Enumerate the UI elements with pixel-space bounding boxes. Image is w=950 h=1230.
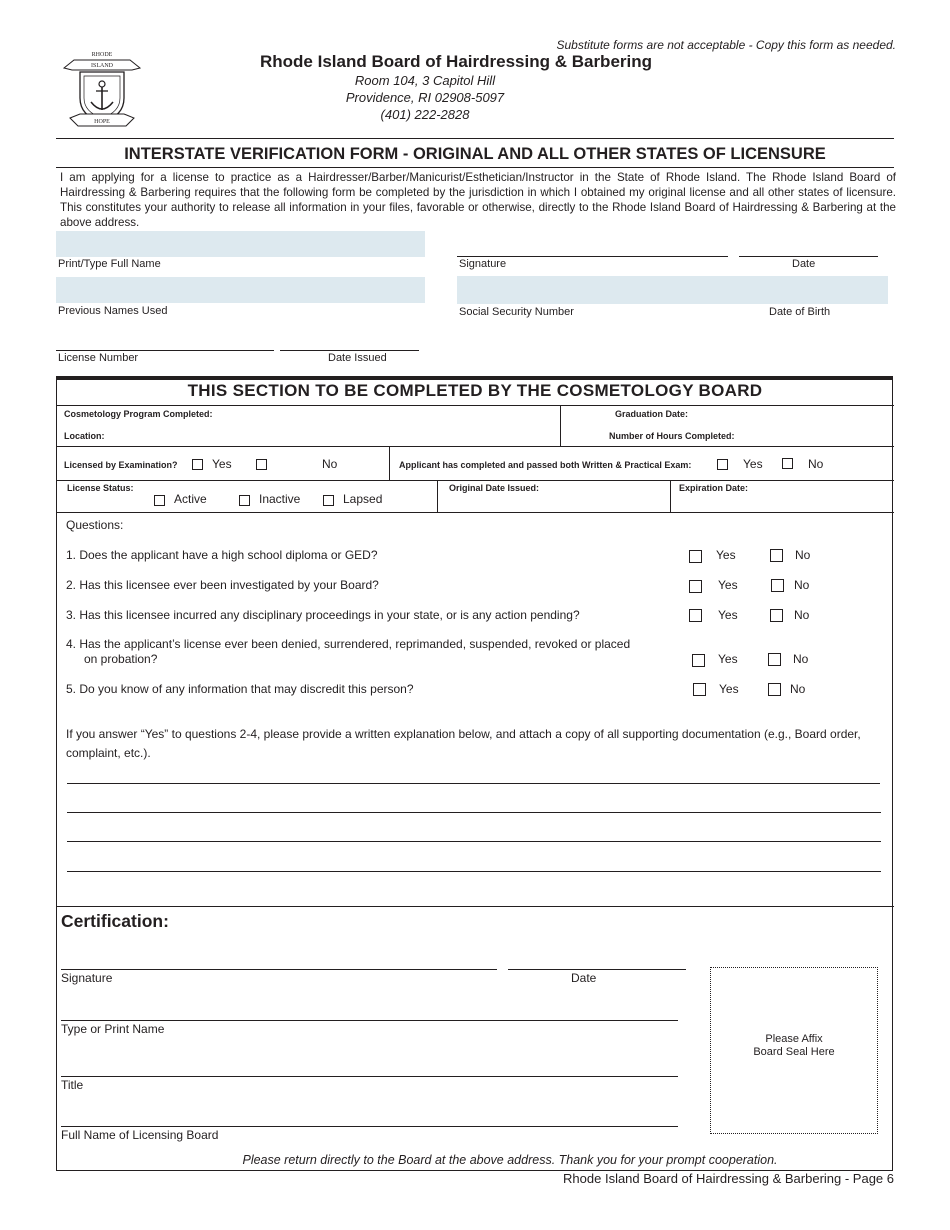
q3-yes-checkbox[interactable] <box>689 609 702 622</box>
ssn-dob-field[interactable] <box>457 276 888 304</box>
q3-no-checkbox[interactable] <box>770 609 783 622</box>
certification-heading: Certification: <box>61 911 169 931</box>
status-divider-2 <box>670 480 671 512</box>
q3-yes-label: Yes <box>718 608 738 622</box>
status-divider-1 <box>437 480 438 512</box>
print-name-line[interactable] <box>61 1020 678 1021</box>
date-line[interactable] <box>739 256 878 257</box>
phone-number: (401) 222-2828 <box>380 107 470 122</box>
q2-no-label: No <box>794 578 810 592</box>
status-lapsed-label: Lapsed <box>343 492 383 506</box>
passed-yes-checkbox[interactable] <box>717 459 728 470</box>
location-label: Location: <box>64 431 105 441</box>
license-status-label: License Status: <box>67 483 134 493</box>
cert-signature-line[interactable] <box>61 969 497 970</box>
board-name: Rhode Island Board of Hairdressing & Barbering <box>260 52 653 71</box>
explanation-instructions-1: If you answer “Yes” to questions 2-4, please provide a written explanation below, and attach a copy of all supporting documentation (e.g., Board order, <box>66 727 861 741</box>
licensed-exam-label: Licensed by Examination? <box>64 460 178 470</box>
cert-date-label: Date <box>571 971 597 985</box>
question-3: 3. Has this licensee incurred any disciplinary proceedings in your state, or is any action pending? <box>66 608 580 622</box>
hours-label: Number of Hours Completed: <box>609 431 735 441</box>
certification-divider <box>56 906 894 907</box>
exam-row-divider <box>389 446 390 480</box>
q1-no-label: No <box>795 548 811 562</box>
explanation-instructions-2: complaint, etc.). <box>66 746 151 760</box>
seal-instruction-1: Please Affix <box>765 1033 823 1045</box>
address-line1: Room 104, 3 Capitol Hill <box>354 73 496 88</box>
question-4-line1: 4. Has the applicant’s license ever been denied, surrendered, reprimanded, suspended, revoked or placed <box>66 637 631 651</box>
cert-signature-label: Signature <box>61 971 113 985</box>
question-2: 2. Has this licensee ever been investigated by your Board? <box>66 578 379 592</box>
explanation-line-4[interactable] <box>67 871 881 872</box>
board-section-title: THIS SECTION TO BE COMPLETED BY THE COSMETOLOGY BOARD <box>187 381 763 400</box>
explanation-line-3[interactable] <box>67 841 881 842</box>
signature-label: Signature <box>459 258 507 270</box>
board-title-divider <box>56 405 894 406</box>
cert-date-line[interactable] <box>508 969 686 970</box>
questions-heading: Questions: <box>66 518 124 532</box>
program-row-divider <box>56 446 894 447</box>
status-lapsed-checkbox[interactable] <box>323 495 334 506</box>
exam-no-checkbox[interactable] <box>256 459 267 470</box>
board-name-line[interactable] <box>61 1126 678 1127</box>
status-row-bottom <box>56 512 894 513</box>
passed-no-label: No <box>808 457 824 471</box>
q2-no-checkbox[interactable] <box>771 579 784 592</box>
date-label: Date <box>792 258 816 270</box>
status-active-label: Active <box>174 492 207 506</box>
board-name-label: Full Name of Licensing Board <box>61 1128 219 1142</box>
exam-yes-checkbox[interactable] <box>192 459 203 470</box>
form-title: INTERSTATE VERIFICATION FORM - ORIGINAL AND ALL OTHER STATES OF LICENSURE <box>124 145 826 163</box>
passed-no-checkbox[interactable] <box>782 458 793 469</box>
full-name-field[interactable] <box>56 231 425 257</box>
status-inactive-label: Inactive <box>259 492 301 506</box>
exam-no-label: No <box>322 457 338 471</box>
q5-yes-label: Yes <box>719 682 739 696</box>
date-issued-line[interactable] <box>280 350 419 351</box>
title-divider <box>56 167 894 168</box>
q5-yes-checkbox[interactable] <box>693 683 706 696</box>
exam-yes-label: Yes <box>212 457 232 471</box>
passed-yes-label: Yes <box>743 457 763 471</box>
header-divider <box>56 138 894 139</box>
substitute-notice: Substitute forms are not acceptable - Copy this form as needed. <box>556 38 896 52</box>
q4-yes-label: Yes <box>718 652 738 666</box>
explanation-line-2[interactable] <box>67 812 881 813</box>
q1-yes-label: Yes <box>716 548 736 562</box>
q2-yes-label: Yes <box>718 578 738 592</box>
graduation-label: Graduation Date: <box>615 409 689 419</box>
dob-label: Date of Birth <box>769 306 831 318</box>
full-name-label: Print/Type Full Name <box>58 258 161 270</box>
q1-yes-checkbox[interactable] <box>689 550 702 563</box>
title-line[interactable] <box>61 1076 678 1077</box>
question-5: 5. Do you know of any information that may discredit this person? <box>66 682 414 696</box>
title-label: Title <box>61 1078 84 1092</box>
seal-crest-text: RHODE <box>91 52 113 58</box>
expiration-label: Expiration Date: <box>679 483 749 493</box>
signature-line[interactable] <box>457 256 728 257</box>
program-divider <box>560 405 561 446</box>
q4-no-label: No <box>793 652 809 666</box>
q3-no-label: No <box>794 608 810 622</box>
license-number-line[interactable] <box>56 350 274 351</box>
q4-no-checkbox[interactable] <box>768 653 781 666</box>
status-inactive-checkbox[interactable] <box>239 495 250 506</box>
ssn-label: Social Security Number <box>459 306 574 318</box>
exam-row-bottom <box>56 480 894 481</box>
anchor-seal-icon <box>60 46 144 132</box>
page-footer: Rhode Island Board of Hairdressing & Barbering - Page 6 <box>563 1171 894 1186</box>
q1-no-checkbox[interactable] <box>770 549 783 562</box>
original-date-label: Original Date Issued: <box>449 483 540 493</box>
intro-paragraph: I am applying for a license to practice as a Hairdresser/Barber/Manicurist/Esthetician/Instructor in the State of Rhode Island. The Rhode Island Board of Hairdressing & Barbering requires that the following form be completed by the jurisdiction in which I obtained my original license and all other states of licensure. This constitutes your authority to release all information in your files, favorable or otherwise, directly to the Rhode Island Board of Hairdressing & Barbering at the above address. <box>60 171 896 229</box>
seal-bottom-text: HOPE <box>94 119 110 125</box>
print-name-label: Type or Print Name <box>61 1022 165 1036</box>
q5-no-label: No <box>790 682 806 696</box>
previous-names-field[interactable] <box>56 277 425 303</box>
status-active-checkbox[interactable] <box>154 495 165 506</box>
q2-yes-checkbox[interactable] <box>689 580 702 593</box>
exam-passed-label: Applicant has completed and passed both Written & Practical Exam: <box>399 460 692 470</box>
q4-yes-checkbox[interactable] <box>692 654 705 667</box>
seal-top-text: ISLAND <box>91 63 113 69</box>
seal-instruction-2: Board Seal Here <box>753 1046 835 1058</box>
explanation-line-1[interactable] <box>67 783 880 784</box>
program-label: Cosmetology Program Completed: <box>64 409 213 419</box>
license-number-label: License Number <box>58 352 139 364</box>
date-issued-label: Date Issued <box>328 352 387 364</box>
question-4-line2: on probation? <box>84 652 158 666</box>
return-note: Please return directly to the Board at the above address. Thank you for your prompt cooperation. <box>242 1153 778 1167</box>
address-line2: Providence, RI 02908-5097 <box>345 90 505 105</box>
state-seal <box>60 46 144 132</box>
previous-names-label: Previous Names Used <box>58 305 168 317</box>
question-1: 1. Does the applicant have a high school diploma or GED? <box>66 548 378 562</box>
q5-no-checkbox[interactable] <box>768 683 781 696</box>
